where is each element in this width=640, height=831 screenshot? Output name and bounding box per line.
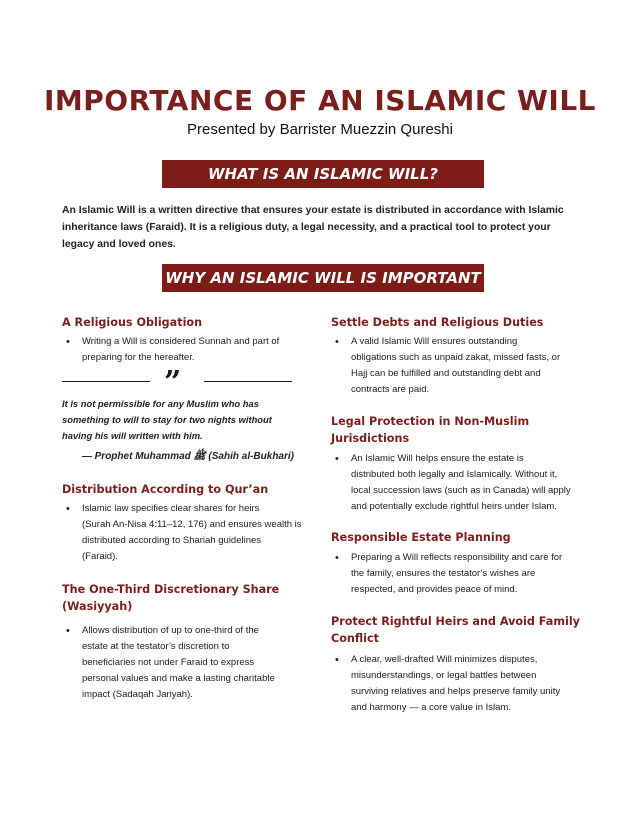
hadith-quote — [62, 396, 292, 444]
quote-divider-right — [204, 381, 292, 382]
bullet-icon: • — [66, 336, 70, 348]
bullet-line: the family, ensures the testator’s wishes are — [351, 568, 536, 579]
bullet-line: contracts are paid. — [351, 384, 430, 395]
section-heading-one-third-share — [62, 581, 279, 615]
bullet-line: obligations such as unpaid zakat, missed fasts, or — [351, 352, 561, 363]
bullet-line: and harmony — a core value in Islam. — [351, 702, 511, 713]
presenter-subtitle: Presented by Barrister Muezzin Qureshi — [187, 121, 453, 138]
bullet-line: (Surah An-Nisa 4:11–12, 176) and ensures wealth is — [82, 519, 302, 530]
why-important-banner: WHY AN ISLAMIC WILL IS IMPORTANT — [162, 264, 484, 292]
bullet-line: and potentially exclude rightful heirs under Islam. — [351, 501, 557, 512]
bullet-line: respected, and provides peace of mind. — [351, 584, 518, 595]
bullet-line: A valid Islamic Will ensures outstanding — [351, 336, 518, 347]
page-title: IMPORTANCE OF AN ISLAMIC WILL — [43, 84, 597, 117]
bullet-line: A clear, well-drafted Will minimizes disputes, — [351, 654, 538, 665]
bullet-icon: • — [335, 453, 339, 465]
bullet-line: misunderstandings, or legal battles between — [351, 670, 537, 681]
heading-line: Jurisdictions — [331, 432, 410, 445]
bullet-protect-heirs — [335, 652, 591, 716]
bullet-line: local succession laws (such as in Canada) will apply — [351, 485, 571, 496]
quote-divider-left — [62, 381, 150, 382]
section-heading-legal-protection — [331, 413, 529, 447]
bullet-line: distributed according to Shariah guidelines — [82, 535, 262, 546]
bullet-line: beneficiaries not under Faraid to express — [82, 657, 255, 668]
section-heading-settle-debts: Settle Debts and Religious Duties — [331, 316, 544, 329]
section-heading-protect-heirs — [331, 613, 580, 647]
quote-attribution: — Prophet Muhammad ﷺ (Sahih al-Bukhari) — [81, 451, 294, 462]
intro-paragraph — [62, 202, 584, 253]
bullet-estate-planning — [335, 550, 591, 598]
bullet-line: Writing a Will is considered Sunnah and part of — [82, 336, 280, 347]
bullet-line: preparing for the hereafter. — [82, 352, 195, 363]
intro-line: inheritance laws (Faraid). It is a religious duty, a legal necessity, and a practical tool to protect your — [62, 222, 551, 233]
bullet-line: Islamic law specifies clear shares for heirs — [82, 503, 260, 514]
heading-line: (Wasiyyah) — [62, 600, 133, 613]
bullet-distribution — [66, 501, 307, 565]
bullet-icon: • — [335, 654, 339, 666]
bullet-line: distributed both legally and Islamically. Without it, — [351, 469, 558, 480]
intro-line: legacy and loved ones. — [62, 239, 176, 250]
section-heading-estate-planning: Responsible Estate Planning — [331, 531, 511, 544]
bullet-line: estate at the testator’s discretion to — [82, 641, 230, 652]
quote-mark-icon: ” — [164, 365, 182, 400]
heading-line: The One-Third Discretionary Share — [62, 583, 280, 596]
intro-line: An Islamic Will is a written directive that ensures your estate is distributed in accordance with Islamic — [62, 205, 564, 216]
heading-line: Conflict — [331, 632, 379, 645]
bullet-religious-obligation — [66, 334, 302, 366]
bullet-legal-protection — [335, 451, 591, 515]
bullet-one-third-share — [66, 623, 302, 703]
quote-line: something to will to stay for two nights without — [62, 414, 272, 425]
section-heading-religious-obligation: A Religious Obligation — [62, 316, 203, 329]
quote-line: It is not permissible for any Muslim who has — [62, 398, 259, 409]
bullet-line: personal values and make a lasting charitable — [82, 673, 275, 684]
bullet-icon: • — [335, 336, 339, 348]
bullet-line: Preparing a Will reflects responsibility and care for — [351, 552, 563, 563]
bullet-icon: • — [66, 625, 70, 637]
bullet-line: Allows distribution of up to one-third of the — [82, 625, 259, 636]
bullet-settle-debts — [335, 334, 591, 398]
bullet-line: impact (Sadaqah Jariyah). — [82, 689, 193, 700]
heading-line: Protect Rightful Heirs and Avoid Family — [331, 615, 580, 628]
bullet-icon: • — [335, 552, 339, 564]
heading-line: Legal Protection in Non-Muslim — [331, 415, 530, 428]
quote-line: having his will written with him. — [62, 430, 203, 441]
bullet-icon: • — [66, 503, 70, 515]
section-heading-distribution: Distribution According to Qur’an — [62, 483, 269, 496]
bullet-line: (Faraid). — [82, 551, 118, 562]
bullet-line: Hajj can be fulfilled and outstanding debt and — [351, 368, 541, 379]
what-is-banner: WHAT IS AN ISLAMIC WILL? — [162, 160, 484, 188]
bullet-line: surviving relatives and helps preserve family unity — [351, 686, 561, 697]
bullet-line: An Islamic Will helps ensure the estate is — [351, 453, 524, 464]
